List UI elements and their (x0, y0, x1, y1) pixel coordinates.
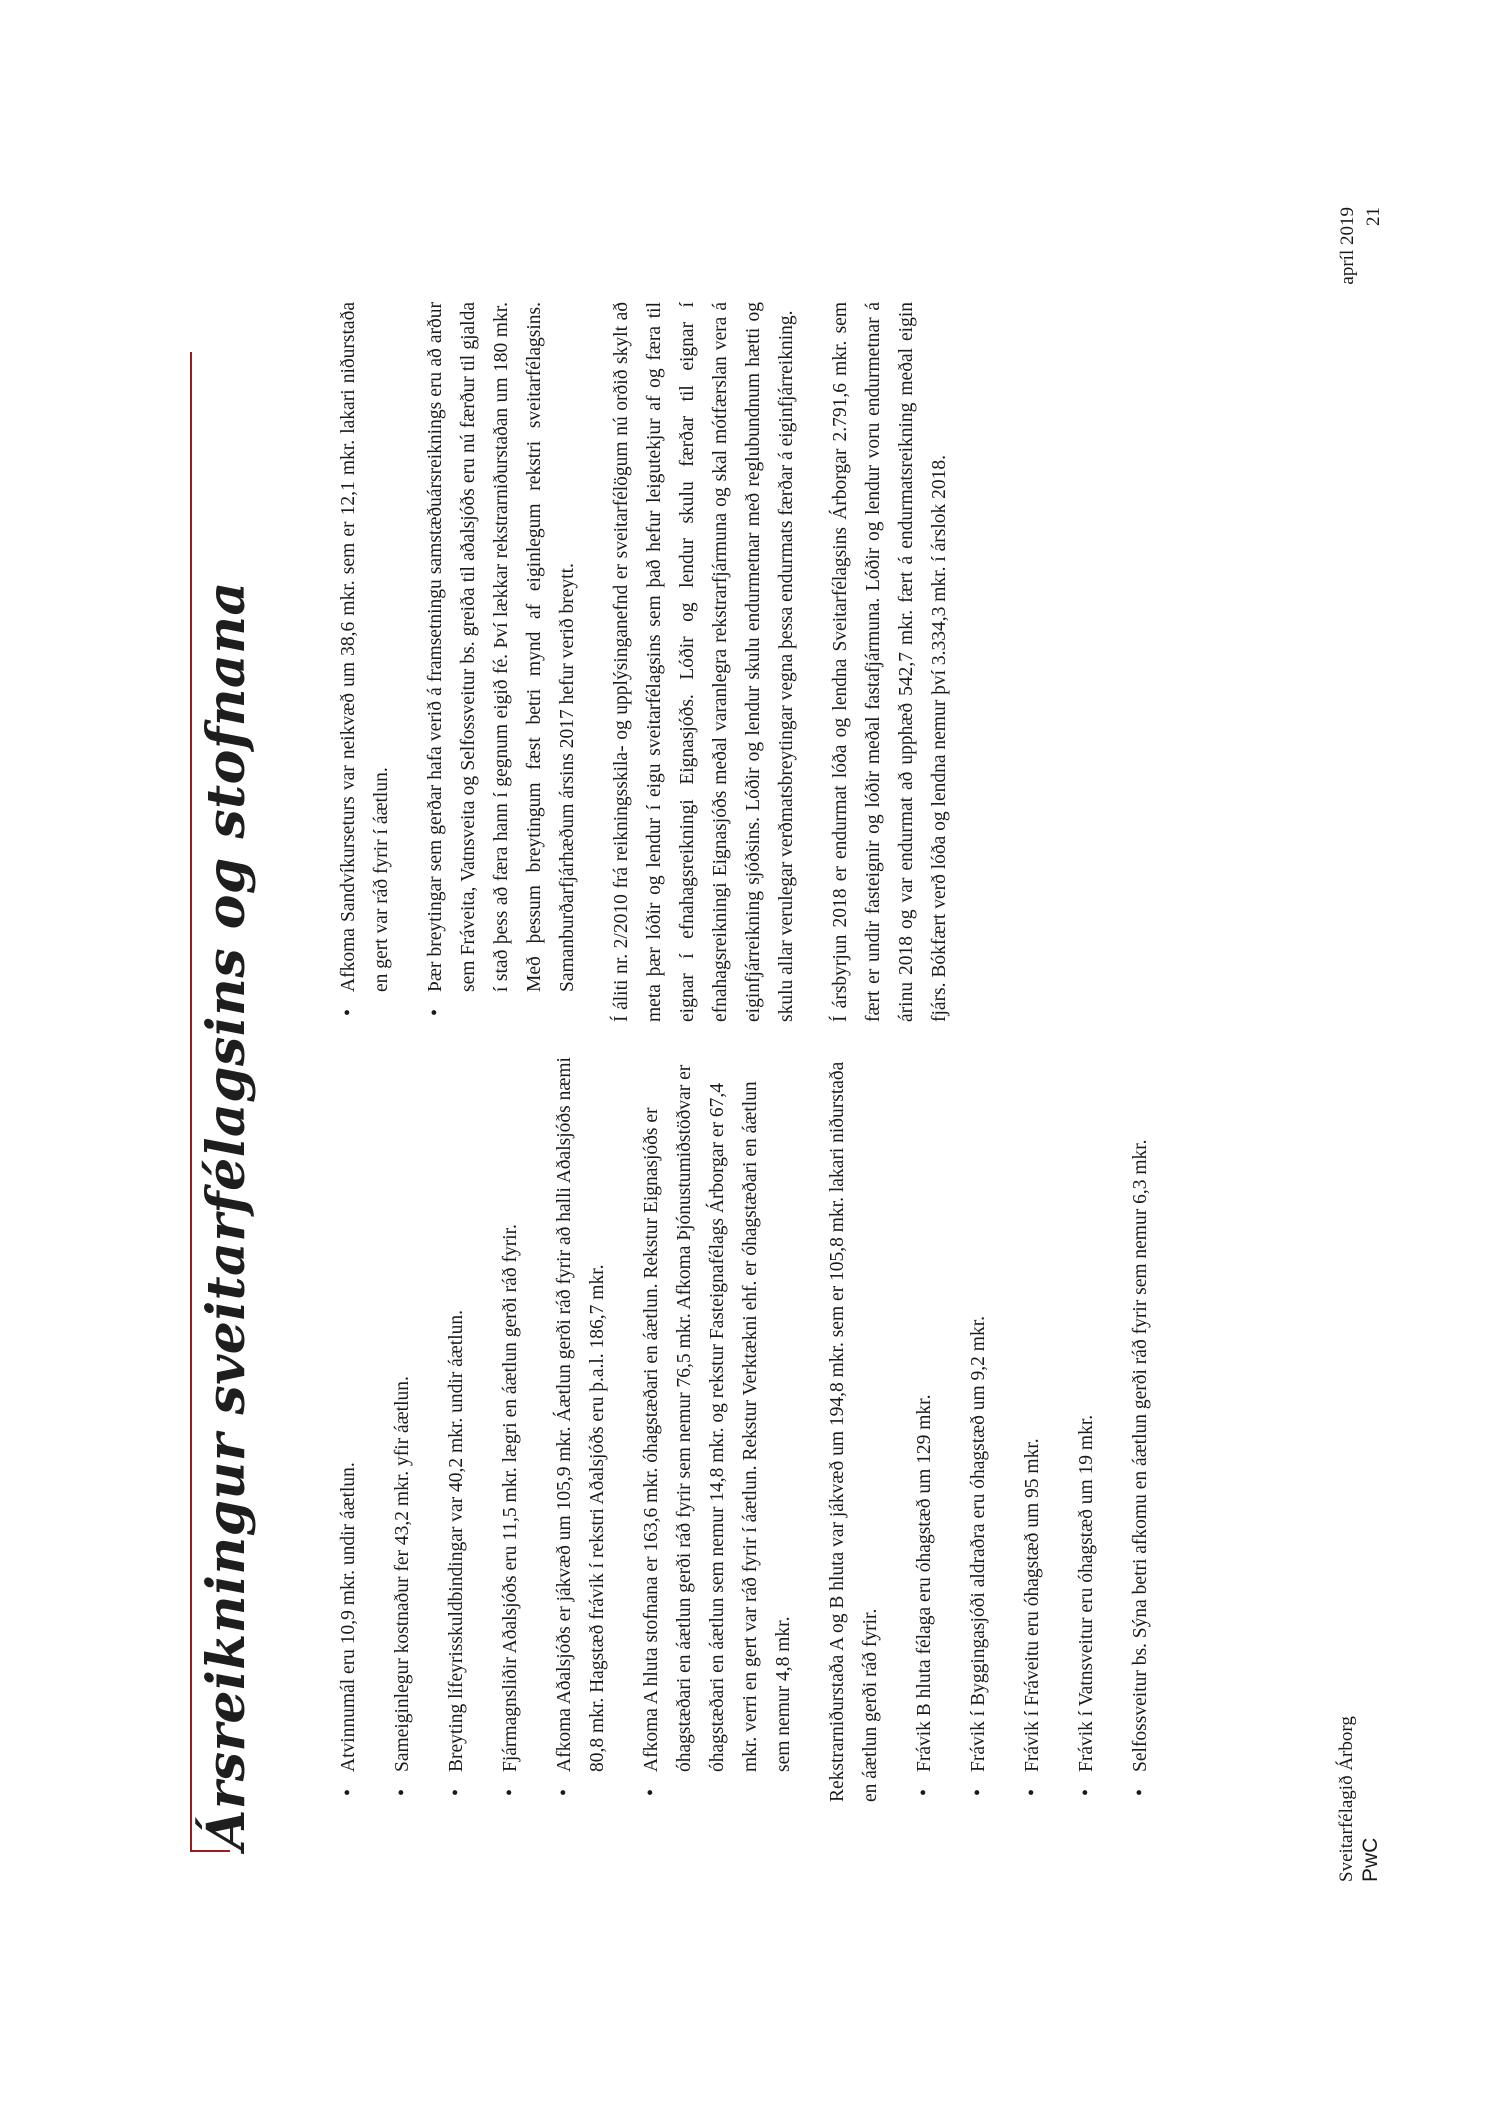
left-column (332, 1057, 1178, 1802)
footer-firm: PwC (1359, 1837, 1382, 1882)
list-item: • Afkoma A hluta stofnana er 163,6 mkr. óhagstæðari en áætlun. Rekstur Eignasjóðs er óhagstæðari en áætlun gerði ráð fyrir sem nemur 76,5 mkr. Afkoma Þjónustumiðstöðvar er óhagstæðari en áætlun sem nemur 14,8 mkr. og rekstur Fasteignafélags Árborgar er 67,4 mkr. verri en gert var ráð fyrir í áætlun. Rekstur Verktækni ehf. er óhagstæðari en áætlun sem nemur 4,8 mkr. (635, 1057, 800, 1802)
page-title: Ársreikningur sveitarfélagsins og stofnana (196, 581, 257, 1850)
summary-paragraph: Rekstrarniðurstaða A og B hluta var jákvæð um 194,8 mkr. sem er 105,8 mkr. lakari niðurstaða en áætlun gerði ráð fyrir. (827, 1061, 881, 1802)
list-item: • Selfossveitur bs. Sýna betri afkomu en áætlun gerði ráð fyrir sem nemur 6,3 mkr. (1124, 1057, 1157, 1802)
list-item: • Fjármagnsliðir Aðalsjóðs eru 11,5 mkr. lægri en áætlun gerði ráð fyrir. (494, 1057, 527, 1802)
title-rule (190, 352, 192, 1852)
footer-date: apríl 2019 (1337, 207, 1358, 285)
title-rule-tick (190, 1850, 230, 1852)
list-item: • Frávik í Byggingasjóði aldraðra eru óhagstæð um 9,2 mkr. (962, 1057, 995, 1802)
list-item: • Þær breytingar sem gerðar hafa verið á framsetningu samstæðuársreiknings eru að arður sem Fráveita, Vatnsveita og Selfossveitur bs. greiða til aðalsjóðs eru nú færður til gjalda í stað þess að færa hann í gegnum eigið fé. Því lækkar rekstrarniðurstaðan um 180 mkr. Með þessum breytingum fæst betri mynd af eiginlegum rekstri sveitarfélagsins. Samanburðarfjárhæðum ársins 2017 hefur verið breytt. (419, 302, 584, 1022)
list-item: • Afkoma Sandvíkurseturs var neikvæð um 38,6 mkr. sem er 12,1 mkr. lakari niðurstaða en gert var ráð fyrir í áætlun. (332, 302, 398, 1022)
footer-org: Sveitarfélagið Árborg (1336, 1716, 1357, 1882)
list-item: • Frávik í Fráveitu eru óhagstæð um 95 mkr. (1016, 1057, 1049, 1802)
list-item: • Frávik í Vatnsveitur eru óhagstæð um 19 mkr. (1070, 1057, 1103, 1802)
list-item: • Frávik B hluta félaga eru óhagstæð um 129 mkr. (908, 1057, 941, 1802)
page-number: 21 (1363, 207, 1384, 226)
list-item: • Atvinnumál eru 10,9 mkr. undir áætlun. (332, 1057, 365, 1802)
list-item: • Breyting lífeyrisskuldbindingar var 40,2 mkr. undir áætlun. (440, 1057, 473, 1802)
footer-left (1335, 1716, 1383, 1882)
list-item: • Afkoma Aðalsjóðs er jákvæð um 105,9 mkr. Áætlun gerði ráð fyrir að halli Aðalsjóðs næmi 80,8 mkr. Hagstæð frávik í rekstri Aðalsjóðs eru þ.a.l. 186,7 mkr. (548, 1057, 614, 1802)
list-item: • Sameiginlegur kostnaður fer 43,2 mkr. yfir áætlun. (386, 1057, 419, 1802)
footer-right (1335, 207, 1387, 327)
body-paragraph: Í áliti nr. 2/2010 frá reikningsskila- og upplýsinganefnd er sveitarfélögum nú orðið skylt að meta þær lóðir og lendur í eigu sveitarfélagsins sem það hefur leigutekjur af og færa til eignar í efnahagsreikningi Eignasjóðs. Lóðir og lendur skulu færðar til eignar í efnahagsreikningi Eignasjóðs meðal varanlegra rekstrarfjármuna og skal mótfærslan vera á eiginfjárreikning sjóðsins. Lóðir og lendur skulu endurmetnar með reglubundnum hætti og skulu allar verulegar verðmatsbreytingar vegna þessa endurmats færðar á eiginfjárreikning. (611, 302, 797, 1022)
body-paragraph: Í ársbyrjun 2018 er endurmat lóða og lendna Sveitarfélagsins Árborgar 2.791,6 mkr. sem fært er undir fasteignir og lóðir meðal fastafjármuna. Lóðir og lendur voru endurmetnar á árinu 2018 og var endurmat að upphæð 542,7 mkr. fært á endurmatsreikning meðal eigin fjárs. Bókfært verð lóða og lendna nemur því 3.334,3 mkr. í árslok 2018. (830, 302, 950, 1022)
right-column (332, 302, 977, 1022)
